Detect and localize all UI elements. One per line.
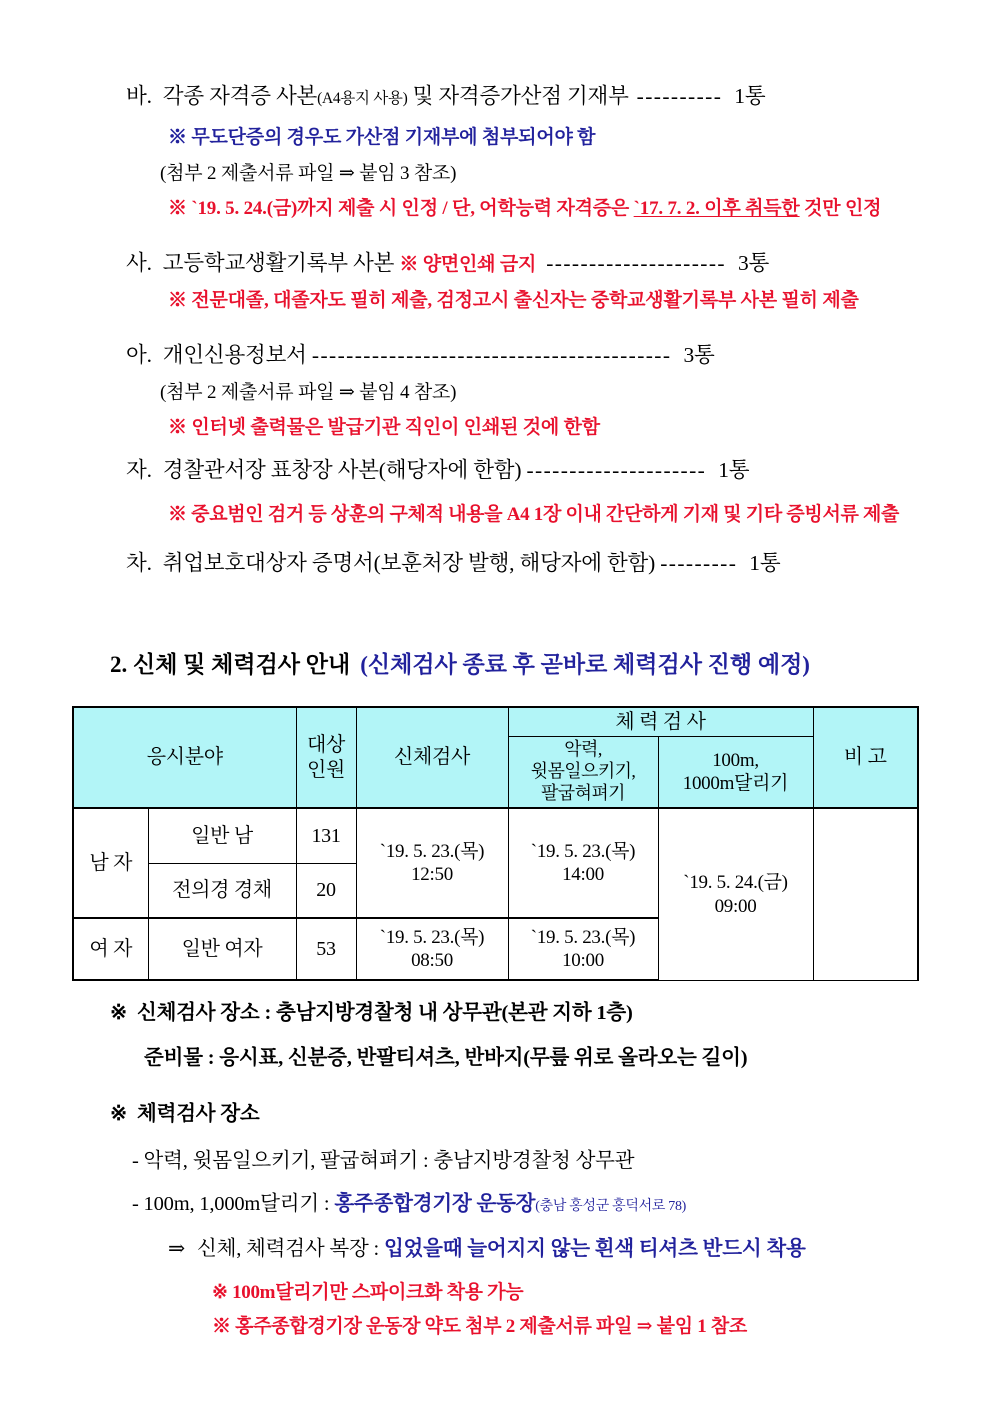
item-text: 각종 자격증 사본 (162, 84, 318, 108)
td-fitness1-schedule (508, 808, 658, 918)
td-fitness1-schedule (508, 918, 658, 980)
th-remark: 비 고 (813, 707, 918, 808)
list-item-cha (126, 553, 780, 575)
section-2-heading (110, 653, 810, 676)
item-count: 1통 (749, 551, 781, 575)
table-header-row-1 (73, 707, 918, 737)
th-fitness-sub-1-l1: 악력, (564, 739, 602, 760)
th-physical-exam: 신체검사 (356, 707, 508, 808)
td-fitness1-date: `19. 5. 23.(목) (530, 841, 636, 863)
list-item-ja (126, 460, 749, 482)
td-fitness1-time: 10:00 (562, 950, 604, 972)
td-group-female: 여 자 (73, 918, 148, 980)
item-text: 경찰관서장 표창장 사본(해당자에 한함) (162, 458, 527, 482)
section-2-title: 2. 신체 및 체력검사 안내 (110, 652, 351, 677)
footnote-red-note-1: ※ 100m달리기만 스파이크화 착용 가능 (212, 1282, 524, 1303)
th-fitness-sub-1 (508, 737, 658, 808)
td-physical-schedule (356, 918, 508, 980)
leader-dashes: --------------------- (526, 458, 707, 482)
note-sa-1: ※ 전문대졸, 대졸자도 필히 제출, 검정고시 출신자는 중학교생활기록부 사본 필히 제출 (168, 290, 859, 311)
exam-schedule-table-wrapper (72, 706, 917, 981)
item-marker: 자. (126, 458, 152, 482)
note-ba-3-post: 것만 인정 (799, 198, 882, 219)
td-physical-schedule (356, 808, 508, 918)
td-count: 53 (296, 918, 356, 980)
item-paren-note: (A4용지 사용) (317, 90, 408, 107)
td-fitness1-date: `19. 5. 23.(목) (530, 927, 636, 949)
td-count: 131 (296, 808, 356, 863)
leader-dashes: --------- (660, 551, 738, 575)
note-ba-2: (첨부 2 제출서류 파일 ⇒ 붙임 3 참조) (160, 163, 457, 184)
item-text-2: 및 자격증가산점 기재부 (407, 84, 629, 108)
th-fitness-sub-2-l1: 100m, (712, 750, 759, 772)
exam-schedule-table (72, 706, 919, 981)
leader-dashes: --------------------- (546, 251, 726, 275)
item-inline-red: ※ 양면인쇄 금지 (399, 254, 537, 275)
note-ba-3 (168, 199, 881, 218)
note-ah-1: (첨부 2 제출서류 파일 ⇒ 붙임 4 참조) (160, 382, 457, 403)
item-count: 1통 (734, 84, 766, 108)
footnote-fitness-place-heading (110, 1104, 260, 1125)
td-remark (813, 808, 918, 980)
item-marker: 아. (126, 343, 152, 367)
item-text: 취업보호대상자 증명서(보훈처장 발행, 해당자에 한함) (162, 551, 661, 575)
leader-dashes: ------------------------------------------ (311, 343, 672, 367)
td-physical-time: 12:50 (411, 864, 453, 886)
td-count: 20 (296, 863, 356, 918)
item-count: 3통 (737, 251, 770, 275)
td-category: 전의경 경채 (148, 863, 296, 918)
note-ba-3-pre: ※ `19. 5. 24.(금)까지 제출 시 인정 / 단, 어학능력 자격증은 (168, 198, 634, 219)
item-marker: 차. (126, 551, 152, 575)
note-ba-1: ※ 무도단증의 경우도 가산점 기재부에 첨부되어야 함 (168, 127, 596, 148)
footnote-dress-code (168, 1239, 806, 1260)
th-fitness-sub-1-l3: 팔굽혀펴기 (541, 783, 625, 804)
footnote-fitness-b-pre: - 100m, 1,000m달리기 : (132, 1193, 335, 1215)
item-text: 고등학교생활기록부 사본 (162, 251, 400, 275)
footnote-red-note-2: ※ 홍주종합경기장 운동장 약도 첨부 2 제출서류 파일 ⇒ 붙임 1 참조 (212, 1316, 747, 1337)
list-item-ba (126, 86, 765, 108)
td-category: 일반 여자 (148, 918, 296, 980)
item-count: 3통 (683, 343, 715, 367)
td-category: 일반 남 (148, 808, 296, 863)
table-row (73, 808, 918, 863)
asterisk-icon: ※ (110, 1002, 127, 1024)
footnote-fitness-b (132, 1194, 686, 1215)
item-count: 1통 (718, 458, 750, 482)
td-physical-time: 08:50 (411, 950, 453, 972)
footnote-fitness-b-address: (충남 홍성군 홍덕서로 78) (535, 1199, 687, 1214)
th-fitness-sub-2 (658, 737, 813, 808)
section-2-subtitle: (신체검사 종료 후 곧바로 체력검사 진행 예정) (360, 652, 810, 677)
leader-dashes: ---------- (636, 84, 723, 108)
list-item-sa (126, 253, 769, 275)
td-physical-date: `19. 5. 23.(목) (379, 841, 485, 863)
footnote-fitness-place-text: 체력검사 장소 (136, 1103, 260, 1125)
td-fitness2-time: 09:00 (714, 895, 757, 917)
item-marker: 사. (126, 251, 152, 275)
th-field: 응시분야 (73, 707, 296, 808)
td-group-male: 남 자 (73, 808, 148, 918)
arrow-icon: ⇒ (168, 1238, 185, 1260)
footnote-fitness-a: - 악력, 윗몸일으키기, 팔굽혀펴기 : 충남지방경찰청 상무관 (132, 1150, 635, 1172)
note-ah-2: ※ 인터넷 출력물은 발급기관 직인이 인쇄된 것에 한함 (168, 417, 600, 438)
asterisk-icon: ※ (110, 1103, 127, 1125)
note-ba-3-underlined: `17. 7. 2. 이후 취득한 (633, 198, 800, 219)
th-target-count-l1: 대상 (306, 734, 346, 757)
th-target-count-l2: 인원 (306, 758, 346, 781)
item-text: 개인신용정보서 (162, 343, 312, 367)
td-fitness1-time: 14:00 (562, 864, 604, 886)
item-marker: 바. (126, 84, 152, 108)
td-physical-date: `19. 5. 23.(목) (379, 927, 485, 949)
footnote-fitness-b-venue: 홍주종합경기장 운동장 (334, 1193, 536, 1215)
th-target-count (296, 707, 356, 808)
td-fitness2-date: `19. 5. 24.(금) (683, 872, 788, 894)
footnote-dress-blue: 입었을때 늘어지지 않는 흰색 티셔츠 반드시 착용 (383, 1238, 806, 1260)
list-item-ah (126, 345, 715, 367)
footnote-physical-place-text: 신체검사 장소 : 충남지방경찰청 내 상무관(본관 지하 1층) (136, 1002, 633, 1024)
th-fitness-exam: 체 력 검 사 (508, 707, 813, 737)
note-ja-1: ※ 중요범인 검거 등 상훈의 구체적 내용을 A4 1장 이내 간단하게 기재 및 기타 증빙서류 제출 (168, 504, 900, 525)
footnote-physical-place (110, 1003, 633, 1024)
th-fitness-sub-2-l2: 1000m달리기 (682, 773, 789, 795)
th-fitness-sub-1-l2: 윗몸일으키기, (530, 761, 636, 782)
td-fitness2-schedule (658, 808, 813, 980)
footnote-dress-pre: 신체, 체력검사 복장 : (196, 1238, 384, 1260)
footnote-items-line: 준비물 : 응시표, 신분증, 반팔티셔츠, 반바지(무릎 위로 올라오는 길이) (144, 1047, 748, 1069)
